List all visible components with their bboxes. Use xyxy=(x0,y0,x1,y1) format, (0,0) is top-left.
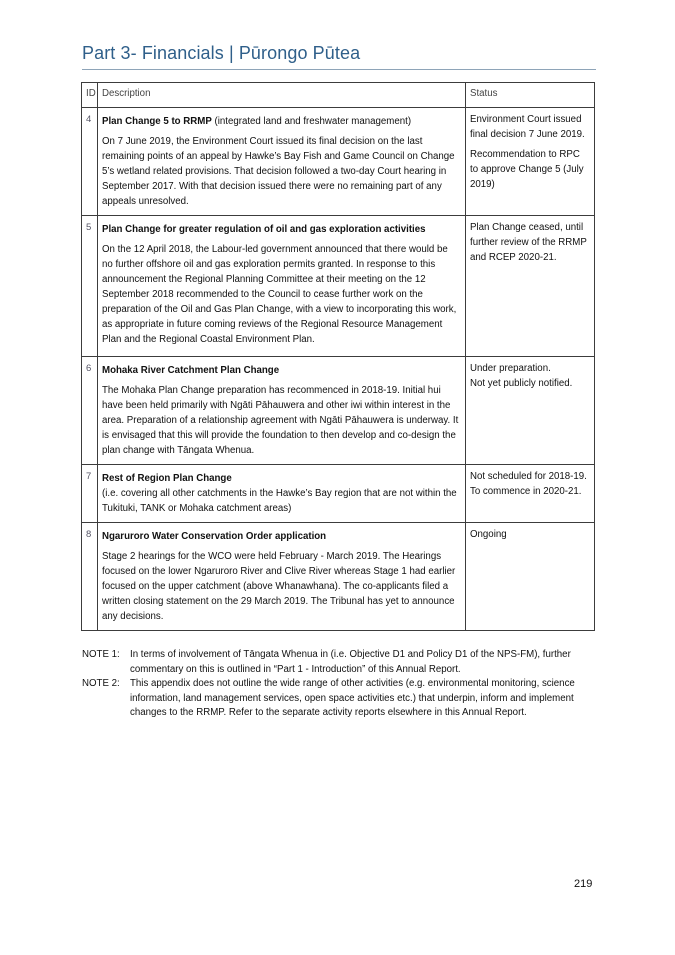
table-row xyxy=(82,357,595,465)
row-body: (i.e. covering all other catchments in the Hawke’s Bay region that are not within the Tukituki, TANK or Mohaka catchment areas) xyxy=(102,488,457,514)
row-description xyxy=(98,523,466,631)
status-text: Environment Court issued final decision 7 June 2019. xyxy=(470,114,585,140)
page-number: 219 xyxy=(574,878,593,890)
row-status xyxy=(466,216,595,357)
table-row xyxy=(82,523,595,631)
row-title: Ngaruroro Water Conservation Order application xyxy=(102,531,327,542)
row-description xyxy=(98,216,466,357)
status-text: To commence in 2020-21. xyxy=(470,486,582,497)
status-text: Plan Change ceased, until further review of the RRMP and RCEP 2020-21. xyxy=(470,222,587,263)
note-text: This appendix does not outline the wide range of other activities (e.g. environmental monitoring, science information, land management services, open space activities etc.) that underpin, inform and implement changes to the RRMP. Refer to the separate activity reports elsewhere in this Annual Report. xyxy=(130,678,575,719)
status-text: Not yet publicly notified. xyxy=(470,378,573,389)
note-text: In terms of involvement of Tāngata Whenua in (i.e. Objective D1 and Policy D1 of the NPS-FM), further commentary on this is outlined in “Part 1 - Introduction” of this Annual Report. xyxy=(130,649,571,675)
row-id: 7 xyxy=(82,465,98,523)
note-label: NOTE 1: xyxy=(82,649,120,660)
row-title: Rest of Region Plan Change xyxy=(102,473,232,484)
title-divider xyxy=(82,69,596,70)
note-1 xyxy=(82,648,594,677)
status-text: Ongoing xyxy=(470,529,507,540)
row-title: Mohaka River Catchment Plan Change xyxy=(102,365,280,376)
row-status xyxy=(466,108,595,216)
status-text: Not scheduled for 2018-19. xyxy=(470,471,587,482)
row-body: Stage 2 hearings for the WCO were held February - March 2019. The Hearings focused on the lower Ngaruroro River and Clive River whereas Stage 1 had earlier focused on the upper catchment (above Whanawhana). The co-applicants filed a written closing statement on the 29 March 2019. The Tribunal has yet to announce any decisions. xyxy=(102,551,456,622)
row-body: On the 12 April 2018, the Labour-led government announced that there would be no further offshore oil and gas exploration permits granted. In response to this announcement the Regional Planning Committee at their meeting on the 12 September 2018 recommended to the Council to cease further work on the preparation of the Oil and Gas Plan Change, with a view to incorporating this work, as appropriate in future coming reviews of the Regional Resource Management Plan and the Regional Coastal Environment Plan. xyxy=(102,244,457,345)
table-row xyxy=(82,216,595,357)
table-row xyxy=(82,465,595,523)
note-label: NOTE 2: xyxy=(82,678,120,690)
page-title: Part 3- Financials | Pūrongo Pūtea xyxy=(82,43,361,63)
row-status xyxy=(466,357,595,465)
table-header-row xyxy=(82,83,595,108)
row-description xyxy=(98,108,466,216)
notes-section xyxy=(82,648,594,721)
note-2 xyxy=(82,677,594,721)
header-status: Status xyxy=(466,83,595,108)
row-title: Plan Change 5 to RRMP (integrated land and freshwater management) xyxy=(102,116,412,127)
row-status xyxy=(466,523,595,631)
header-id: ID xyxy=(82,83,98,108)
table-row xyxy=(82,108,595,216)
row-status xyxy=(466,465,595,523)
row-title: Plan Change for greater regulation of oil and gas exploration activities xyxy=(102,224,426,235)
row-id: 8 xyxy=(82,523,98,631)
status-text: Under preparation. xyxy=(470,363,551,374)
row-description xyxy=(98,465,466,523)
status-text: Recommendation to RPC to approve Change 5 (July 2019) xyxy=(470,149,584,190)
plan-change-table xyxy=(81,82,595,631)
row-id: 5 xyxy=(82,216,98,357)
row-id: 4 xyxy=(82,108,98,216)
row-body: The Mohaka Plan Change preparation has recommenced in 2018-19. Initial hui have been held primarily with Ngāti Pāhauwera and other iwi within interest in the area. Preparation of a relationship agreement with Ngāti Pāhauwera is underway. It is envisaged that this will provide the foundation to then develop and co-design the plan change with Tāngata Whenua. xyxy=(102,385,459,456)
row-description xyxy=(98,357,466,465)
header-description: Description xyxy=(98,83,466,108)
row-id: 6 xyxy=(82,357,98,465)
row-body: On 7 June 2019, the Environment Court issued its final decision on the last remaining points of an appeal by Hawke’s Bay Fish and Game Council on Change 5’s wetland related provisions. That decision followed a two-day Court hearing in September 2017. With that decision issued there were no remaining part of any appeals unresolved. xyxy=(102,136,455,207)
